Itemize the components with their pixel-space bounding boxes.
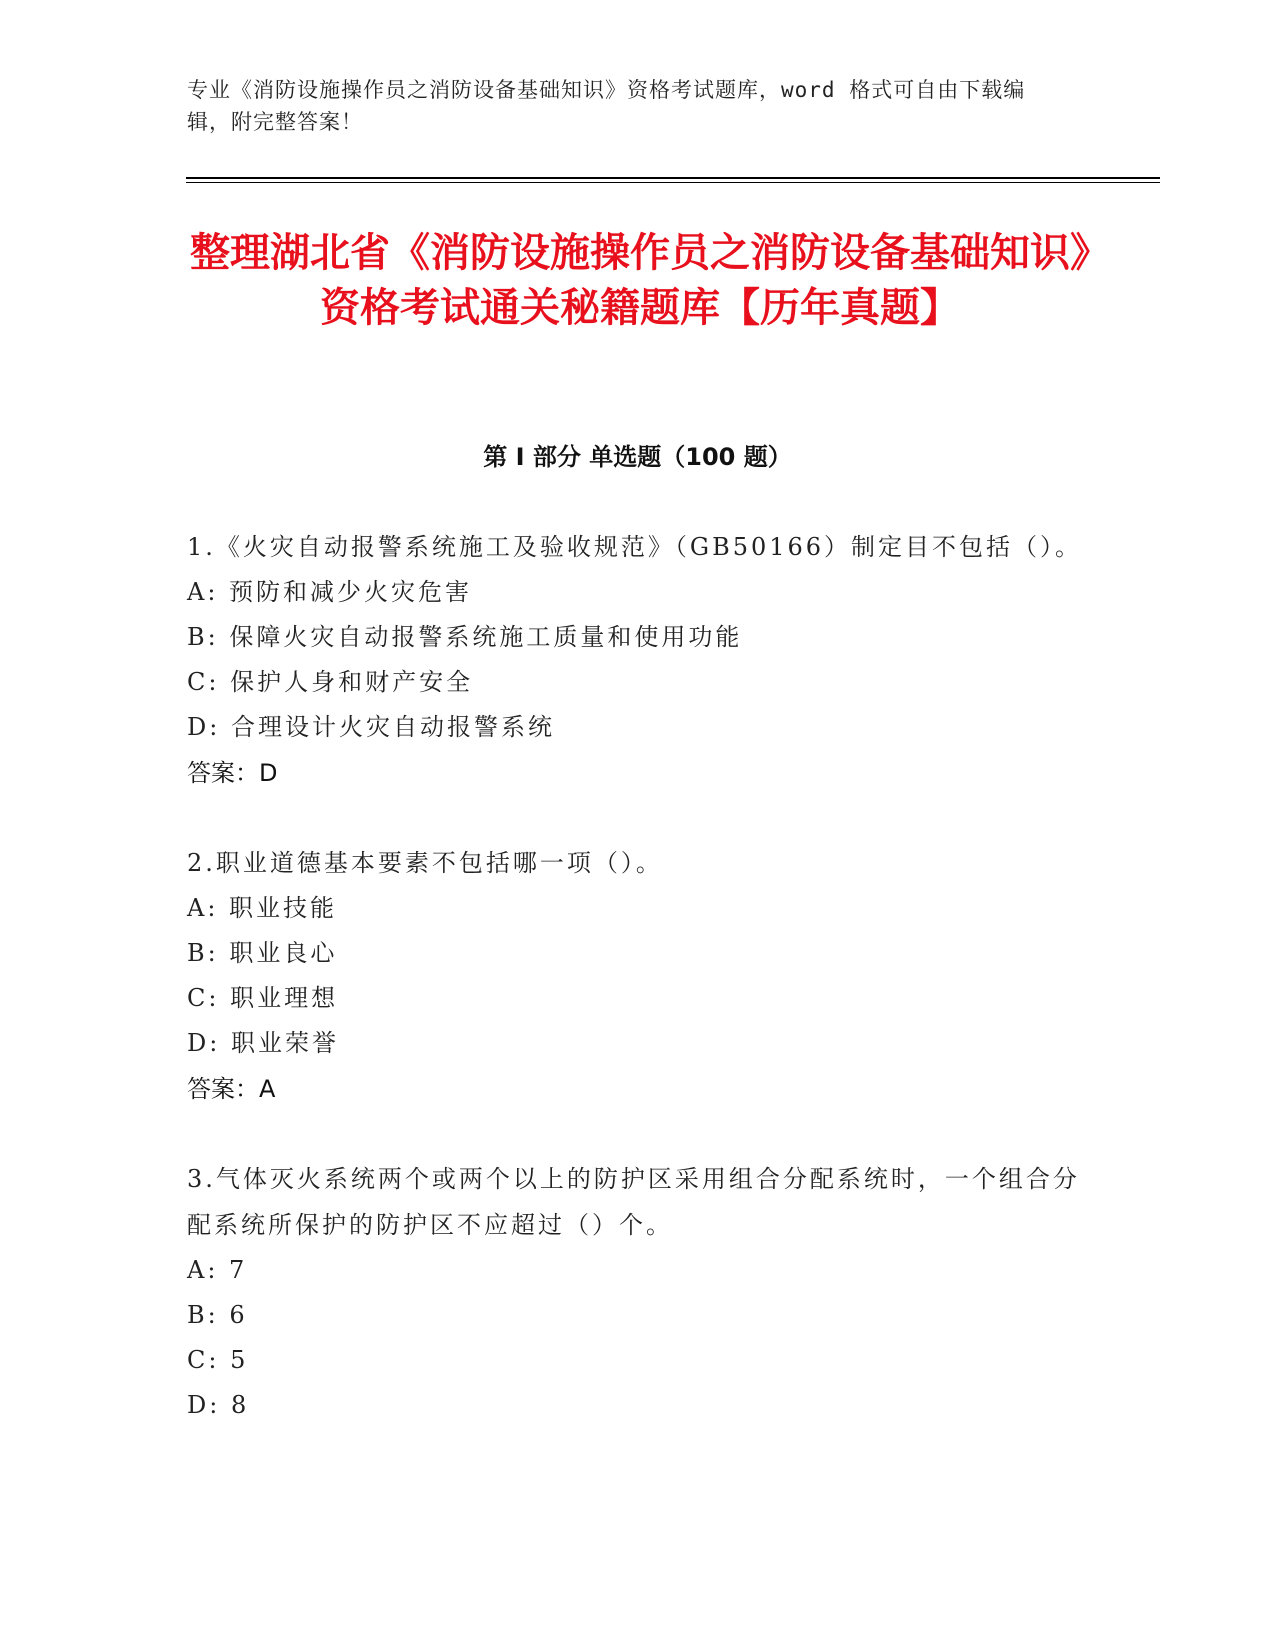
- question-2: [187, 840, 1087, 1112]
- question-3: [187, 1156, 1087, 1428]
- section-heading: 第 I 部分 单选题（100 题）: [483, 443, 792, 471]
- document-title: 整理湖北省《消防设施操作员之消防设备基础知识》资格考试通关秘籍题库【历年真题】: [190, 230, 1090, 331]
- option-c: C: 职业理想: [187, 984, 339, 1012]
- option-d: D: 职业荣誉: [187, 1029, 339, 1057]
- header-divider-thick: [186, 177, 1160, 179]
- question-list: [187, 524, 1087, 1428]
- option-c: C: 5: [187, 1346, 249, 1374]
- option-c: C: 保护人身和财产安全: [187, 668, 474, 696]
- header-divider-thin: [186, 182, 1160, 183]
- answer-line: 答案：A: [187, 1075, 276, 1103]
- option-d: D: 8: [187, 1391, 250, 1419]
- option-d: D: 合理设计火灾自动报警系统: [187, 713, 555, 741]
- option-b: B: 6: [187, 1301, 248, 1329]
- answer-line: 答案：D: [187, 759, 278, 787]
- option-b: B: 职业良心: [187, 939, 338, 967]
- header-note: 专业《消防设施操作员之消防设备基础知识》资格考试题库，word 格式可自由下载编辑，附完整答案！: [187, 78, 1026, 134]
- question-stem: 2.职业道德基本要素不包括哪一项（）。: [187, 849, 663, 877]
- option-a: A: 7: [187, 1256, 248, 1284]
- option-a: A: 预防和减少火灾危害: [187, 578, 473, 606]
- option-b: B: 保障火灾自动报警系统施工质量和使用功能: [187, 623, 743, 651]
- question-stem: 3.气体灭火系统两个或两个以上的防护区采用组合分配系统时，一个组合分配系统所保护的防护区不应超过（）个。: [187, 1165, 1080, 1239]
- option-a: A: 职业技能: [187, 894, 338, 922]
- question-stem: 1.《火灾自动报警系统施工及验收规范》（GB50166）制定目不包括（）。: [187, 533, 1083, 561]
- question-1: [187, 524, 1087, 796]
